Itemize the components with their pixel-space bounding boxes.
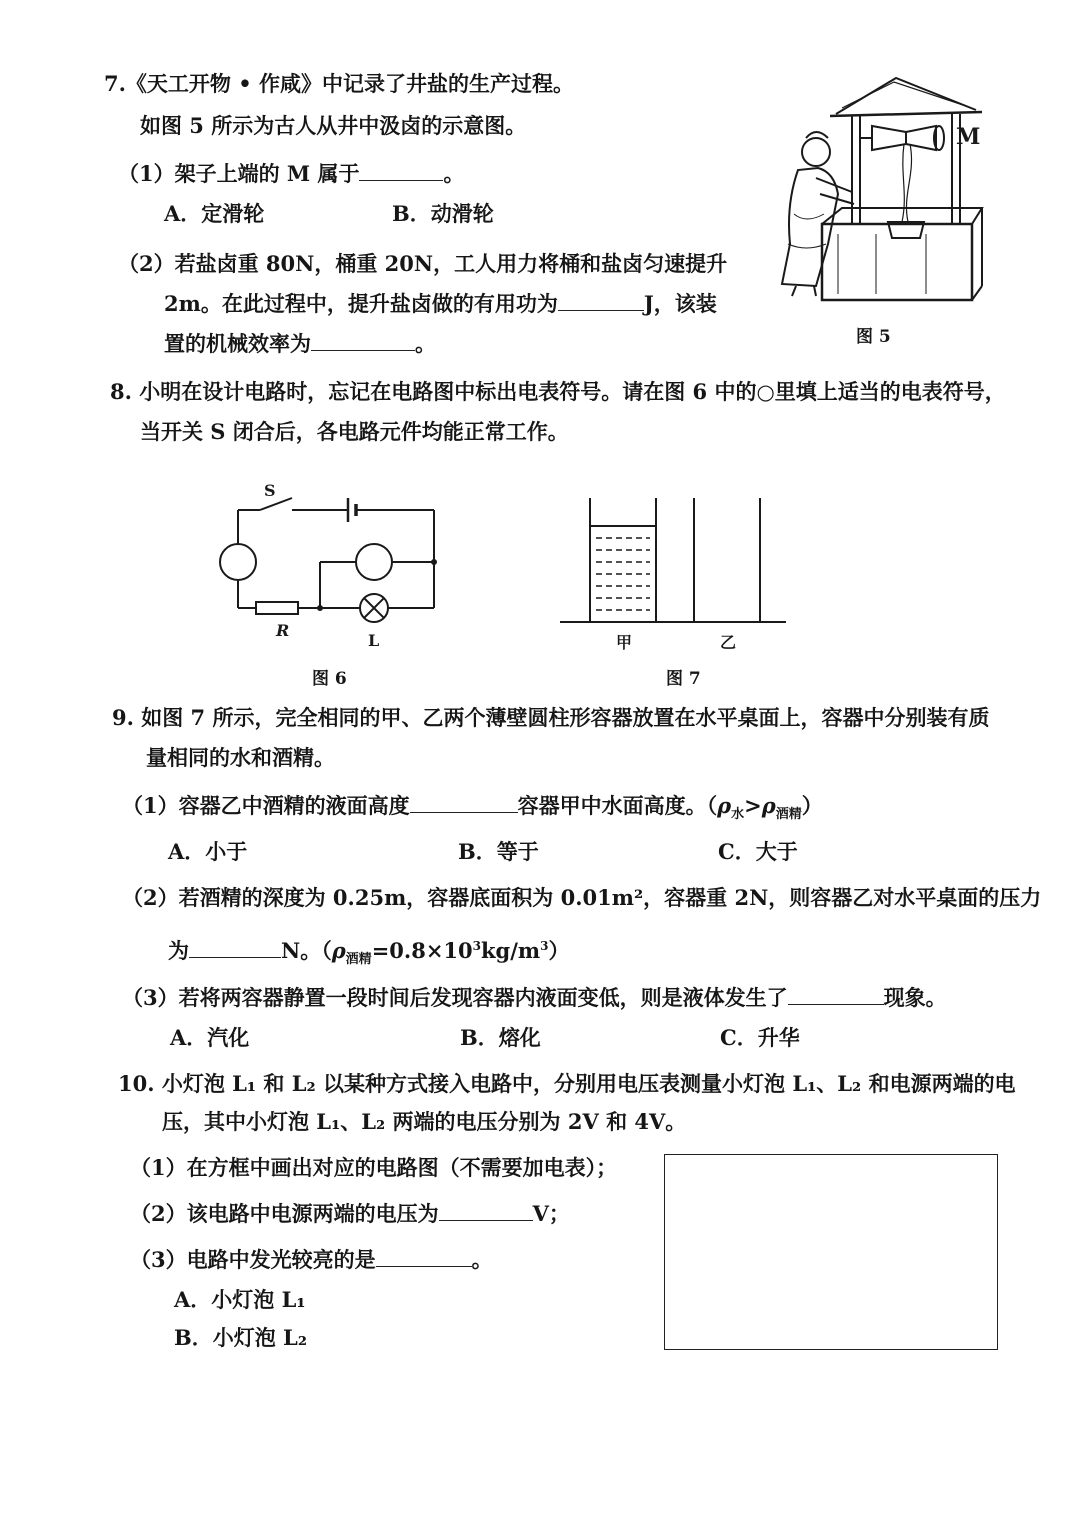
q7-part1-blank[interactable] <box>359 162 443 181</box>
density-unit-exponent: 3 <box>540 939 549 953</box>
rho-symbol-3: ρ <box>331 938 346 963</box>
q9-part1-text: （1）容器乙中酒精的液面高度 <box>122 793 410 818</box>
q9-part1-close: ） <box>801 793 823 818</box>
q10-option-a[interactable]: A．小灯泡 L₁ <box>174 1287 306 1312</box>
figure-5-caption: 图 5 <box>856 327 891 347</box>
density-exponent: 3 <box>472 939 481 953</box>
q9-part1-blank[interactable] <box>410 794 518 813</box>
rho-symbol: ρ <box>717 793 732 818</box>
container-yi-label: 乙 <box>720 633 737 652</box>
rho-subscript-alcohol: 酒精 <box>775 807 802 823</box>
q7-part2-line1: （2）若盐卤重 80N，桶重 20N，工人用力将桶和盐卤匀速提升 <box>118 251 728 276</box>
q10-part3-text: （3）电路中发光较亮的是 <box>130 1247 376 1272</box>
q7-efficiency-blank[interactable] <box>311 332 415 351</box>
q10-voltage-blank[interactable] <box>439 1202 533 1221</box>
q9-line1: 9. 如图 7 所示，完全相同的甲、乙两个薄壁圆柱形容器放置在水平桌面上，容器中分别装有质 <box>112 705 990 730</box>
q9-phenomenon-blank[interactable] <box>788 986 884 1005</box>
q7-efficiency-end: 。 <box>415 331 436 356</box>
lamp-l-label: L <box>368 631 380 650</box>
q7-part2-line2 <box>164 290 717 318</box>
q9-part2-close: ） <box>548 938 570 963</box>
q10-part2 <box>130 1200 570 1228</box>
q8-line2: 当开关 S 闭合后，各电路元件均能正常工作。 <box>140 419 569 444</box>
q10-part3 <box>130 1246 493 1274</box>
q10-line1: 10. 小灯泡 L₁ 和 L₂ 以某种方式接入电路中，分别用电压表测量小灯泡 L₁、L₂ 和电源两端的电 <box>118 1071 1016 1096</box>
q7-part1-option-a[interactable]: A．定滑轮 <box>164 201 265 226</box>
resistor-r-label: R <box>276 621 290 640</box>
q9-part1-option-c[interactable]: C．大于 <box>718 839 798 864</box>
q9-part2-unit: N。（ <box>281 938 332 963</box>
q9-part2-text: 为 <box>168 938 189 963</box>
q9-part3-text: （3）若将两容器静置一段时间后发现容器内液面变低，则是液体发生了 <box>122 985 788 1010</box>
q9-part1-option-a[interactable]: A．小于 <box>168 839 248 864</box>
q10-part3-end: 。 <box>471 1247 493 1272</box>
q9-part1-option-b[interactable]: B．等于 <box>458 839 539 864</box>
meter-circle-middle <box>356 544 392 580</box>
figure-7-containers <box>558 494 788 660</box>
q9-part3-option-a[interactable]: A．汽化 <box>170 1025 250 1050</box>
q9-part3-option-c[interactable]: C．升华 <box>720 1025 800 1050</box>
q7-part2-text: 2m。在此过程中，提升盐卤做的有用功为 <box>164 291 558 316</box>
q9-part2-line2 <box>168 932 569 974</box>
rho-subscript-water: 水 <box>731 807 745 823</box>
q9-part3 <box>122 984 947 1012</box>
q9-part1-text-2: 容器甲中水面高度。（ <box>517 793 718 818</box>
circuit-drawing-box[interactable] <box>664 1154 998 1350</box>
q10-part2-text: （2）该电路中电源两端的电压为 <box>130 1201 439 1226</box>
q9-pressure-blank[interactable] <box>189 939 281 958</box>
rho-subscript-alcohol-2: 酒精 <box>345 952 372 968</box>
figure-5-marker-m: M <box>956 124 981 150</box>
q7-stem-2: 如图 5 所示为古人从井中汲卤的示意图。 <box>140 113 527 138</box>
q7-part2-unit: J，该装 <box>643 291 717 316</box>
q7-stem: 7.《天工开物 • 作咸》中记录了井盐的生产过程。 <box>104 71 574 96</box>
density-unit: kg/m <box>481 938 541 963</box>
rho-symbol-2: ρ <box>761 793 776 818</box>
container-jia-label: 甲 <box>616 633 633 652</box>
figure-5-well-illustration <box>776 74 1006 314</box>
q7-part1 <box>118 160 464 188</box>
q7-part1-end: 。 <box>443 161 465 186</box>
q9-part3-option-b[interactable]: B．熔化 <box>460 1025 541 1050</box>
q7-part2-line3 <box>164 330 436 358</box>
figure-7-caption: 图 7 <box>666 669 701 689</box>
q10-line2: 压，其中小灯泡 L₁、L₂ 两端的电压分别为 2V 和 4V。 <box>162 1109 687 1134</box>
figure-6-circuit-diagram <box>214 480 450 650</box>
q9-part1 <box>122 792 823 829</box>
q10-option-b[interactable]: B．小灯泡 L₂ <box>174 1325 308 1350</box>
greater-than-sign: > <box>744 793 762 818</box>
q8-line1: 8. 小明在设计电路时，忘记在电路图中标出电表符号。请在图 6 中的○里填上适当的电表符号， <box>110 379 1006 404</box>
q10-part1: （1）在方框中画出对应的电路图（不需要加电表）； <box>130 1155 618 1180</box>
figure-6-caption: 图 6 <box>312 669 347 689</box>
q10-part2-unit: V； <box>532 1201 570 1226</box>
q10-brighter-blank[interactable] <box>376 1248 472 1267</box>
q7-part1-option-b[interactable]: B．动滑轮 <box>392 201 494 226</box>
water-dashes <box>596 538 650 610</box>
q7-part1-text: （1）架子上端的 M 属于 <box>118 161 360 186</box>
q9-part3-end: 现象。 <box>883 985 947 1010</box>
meter-circle-left <box>220 544 256 580</box>
q9-part2-line1: （2）若酒精的深度为 0.25m，容器底面积为 0.01m²，容器重 2N，则容器乙对水平桌面的压力 <box>122 885 1042 910</box>
q7-useful-work-blank[interactable] <box>558 292 644 311</box>
switch-s-label: S <box>264 481 276 500</box>
q9-line2: 量相同的水和酒精。 <box>146 745 335 770</box>
density-value: =0.8×10 <box>371 938 473 963</box>
q7-efficiency-text: 置的机械效率为 <box>164 331 311 356</box>
